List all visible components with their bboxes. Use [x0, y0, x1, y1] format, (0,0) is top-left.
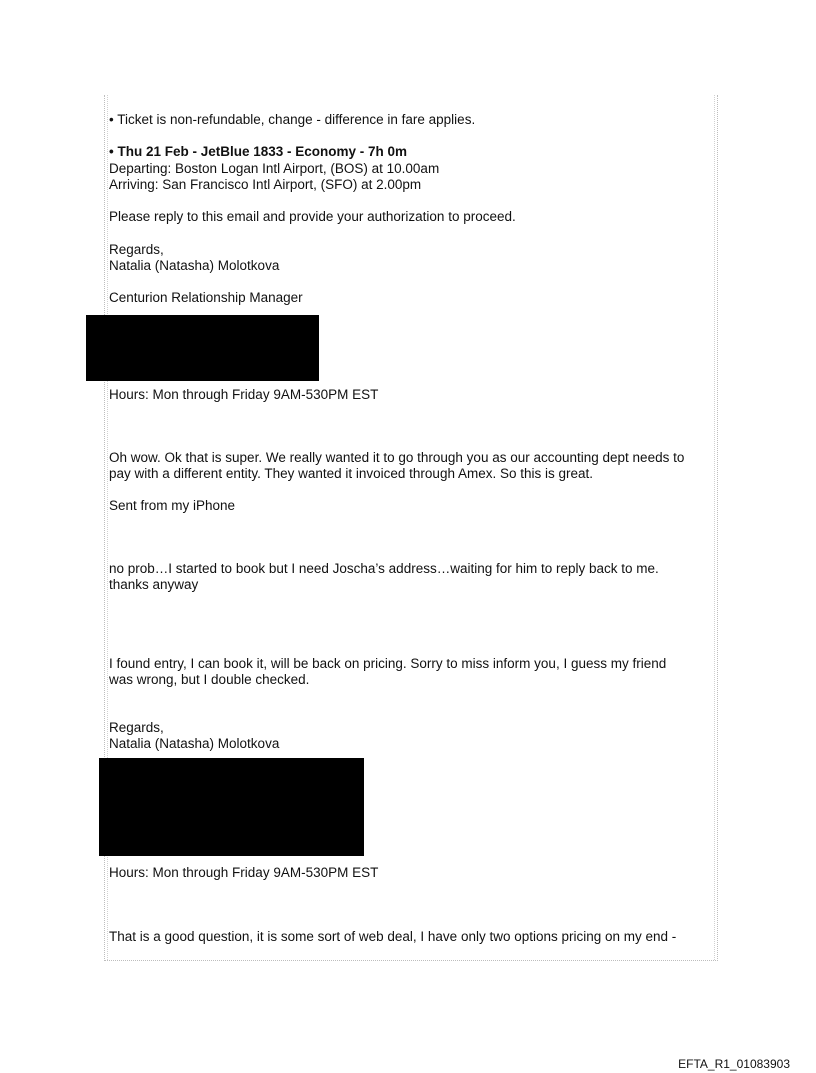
signature-regards: Regards,	[109, 720, 164, 735]
bates-number: EFTA_R1_01083903	[678, 1057, 790, 1071]
reply-line: Oh wow. Ok that is super. We really wanted it to go through you as our accounting dept needs to	[109, 450, 685, 465]
sent-from: Sent from my iPhone	[109, 498, 236, 513]
redaction-block	[86, 315, 319, 381]
signature-name: Natalia (Natasha) Molotkova	[109, 258, 280, 273]
flight-arriving: Arriving: San Francisco Intl Airport, (SFO) at 2.00pm	[109, 177, 422, 192]
reply-line: was wrong, but I double checked.	[109, 672, 310, 687]
signature-name: Natalia (Natasha) Molotkova	[109, 736, 280, 751]
reply-line: I found entry, I can book it, will be back on pricing. Sorry to miss inform you, I guess my friend	[109, 656, 667, 671]
signature-title: Centurion Relationship Manager	[109, 290, 303, 305]
reply-line: That is a good question, it is some sort of web deal, I have only two options pricing on my end -	[109, 929, 677, 944]
signature-hours: Hours: Mon through Friday 9AM-530PM EST	[109, 865, 379, 880]
ticket-note: • Ticket is non-refundable, change - difference in fare applies.	[109, 112, 476, 127]
reply-line: no prob…I started to book but I need Joscha’s address…waiting for him to reply back to me.	[109, 561, 659, 576]
authorization-request: Please reply to this email and provide your authorization to proceed.	[109, 209, 516, 224]
redaction-block	[99, 758, 364, 856]
reply-line: pay with a different entity. They wanted it invoiced through Amex. So this is great.	[109, 466, 594, 481]
flight-departing: Departing: Boston Logan Intl Airport, (BOS) at 10.00am	[109, 161, 440, 176]
signature-regards: Regards,	[109, 242, 164, 257]
reply-line: thanks anyway	[109, 577, 199, 592]
signature-hours: Hours: Mon through Friday 9AM-530PM EST	[109, 387, 379, 402]
flight-header: • Thu 21 Feb - JetBlue 1833 - Economy - 7h 0m	[109, 144, 408, 159]
